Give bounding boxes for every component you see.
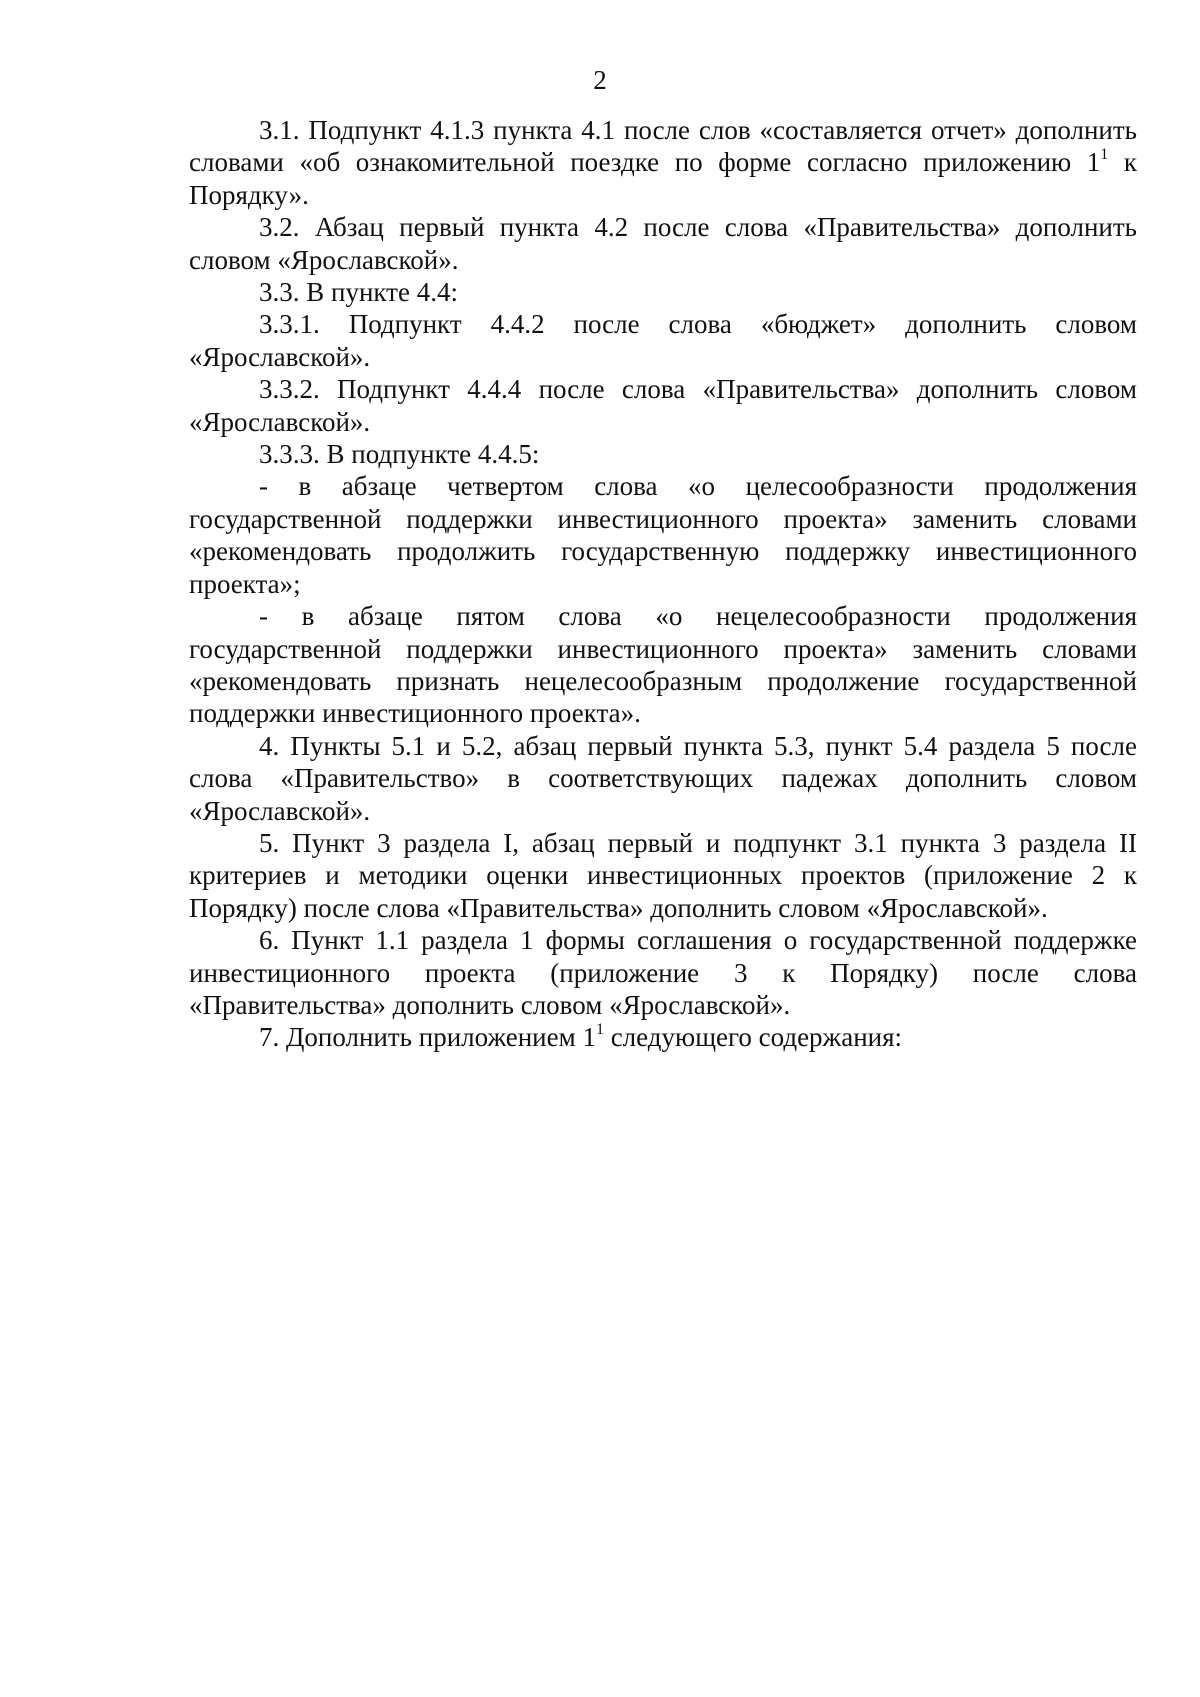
superscript: 1 — [1100, 146, 1109, 164]
paragraph-3-2: 3.2. Абзац первый пункта 4.2 после слова «Правительства» дополнить словом «Ярославской». — [189, 212, 1137, 275]
superscript: 1 — [595, 1021, 604, 1039]
document-body — [189, 114, 1137, 1054]
paragraph-6: 6. Пункт 1.1 раздела 1 формы соглашения о государственной поддержке инвестиционного проекта (приложение 3 к Порядку) после слова «Правительства» дополнить словом «Ярославской». — [189, 925, 1137, 1020]
paragraph-3-3-3-b: - в абзаце пятом слова «о нецелесообразности продолжения государственной поддержки инвестиционного проекта» заменить словами «рекомендовать признать нецелесообразным продолжение государственной поддержки инвестиционного проекта». — [189, 601, 1137, 729]
page-number: 2 — [593, 65, 607, 95]
paragraph-3-3-2: 3.3.2. Подпункт 4.4.4 после слова «Правительства» дополнить словом «Ярославской». — [189, 374, 1137, 437]
paragraph-7: 7. Дополнить приложением $1^1$ следующего содержания: — [259, 1021, 903, 1053]
paragraph-3-3: 3.3. В пункте 4.4: — [259, 277, 458, 308]
paragraph-3-3-3: 3.3.3. В подпункте 4.4.5: — [259, 439, 540, 470]
paragraph-3-3-3-a: - в абзаце четвертом слова «о целесообразности продолжения государственной поддержки инвестиционного проекта» заменить словами «рекомендовать продолжить государственную поддержку инвестиционного проекта»; — [189, 471, 1137, 599]
paragraph-3-1: 3.1. Подпункт 4.1.3 пункта 4.1 после слов «составляется отчет» дополнить словами «об ознакомительной поездке по форме согласно приложению $1^1$ к Порядку». — [189, 115, 1137, 210]
paragraph-4: 4. Пункты 5.1 и 5.2, абзац первый пункта 5.3, пункт 5.4 раздела 5 после слова «Правительство» в соответствующих падежах дополнить словом «Ярославской». — [189, 730, 1137, 826]
paragraph-3-3-1: 3.3.1. Подпункт 4.4.2 после слова «бюджет» дополнить словом «Ярославской». — [189, 309, 1137, 372]
paragraph-5: 5. Пункт 3 раздела I, абзац первый и подпункт 3.1 пункта 3 раздела II критериев и методики оценки инвестиционных проектов (приложение 2 к Порядку) после слова «Правительства» дополнить словом «Ярославской». — [189, 827, 1137, 923]
